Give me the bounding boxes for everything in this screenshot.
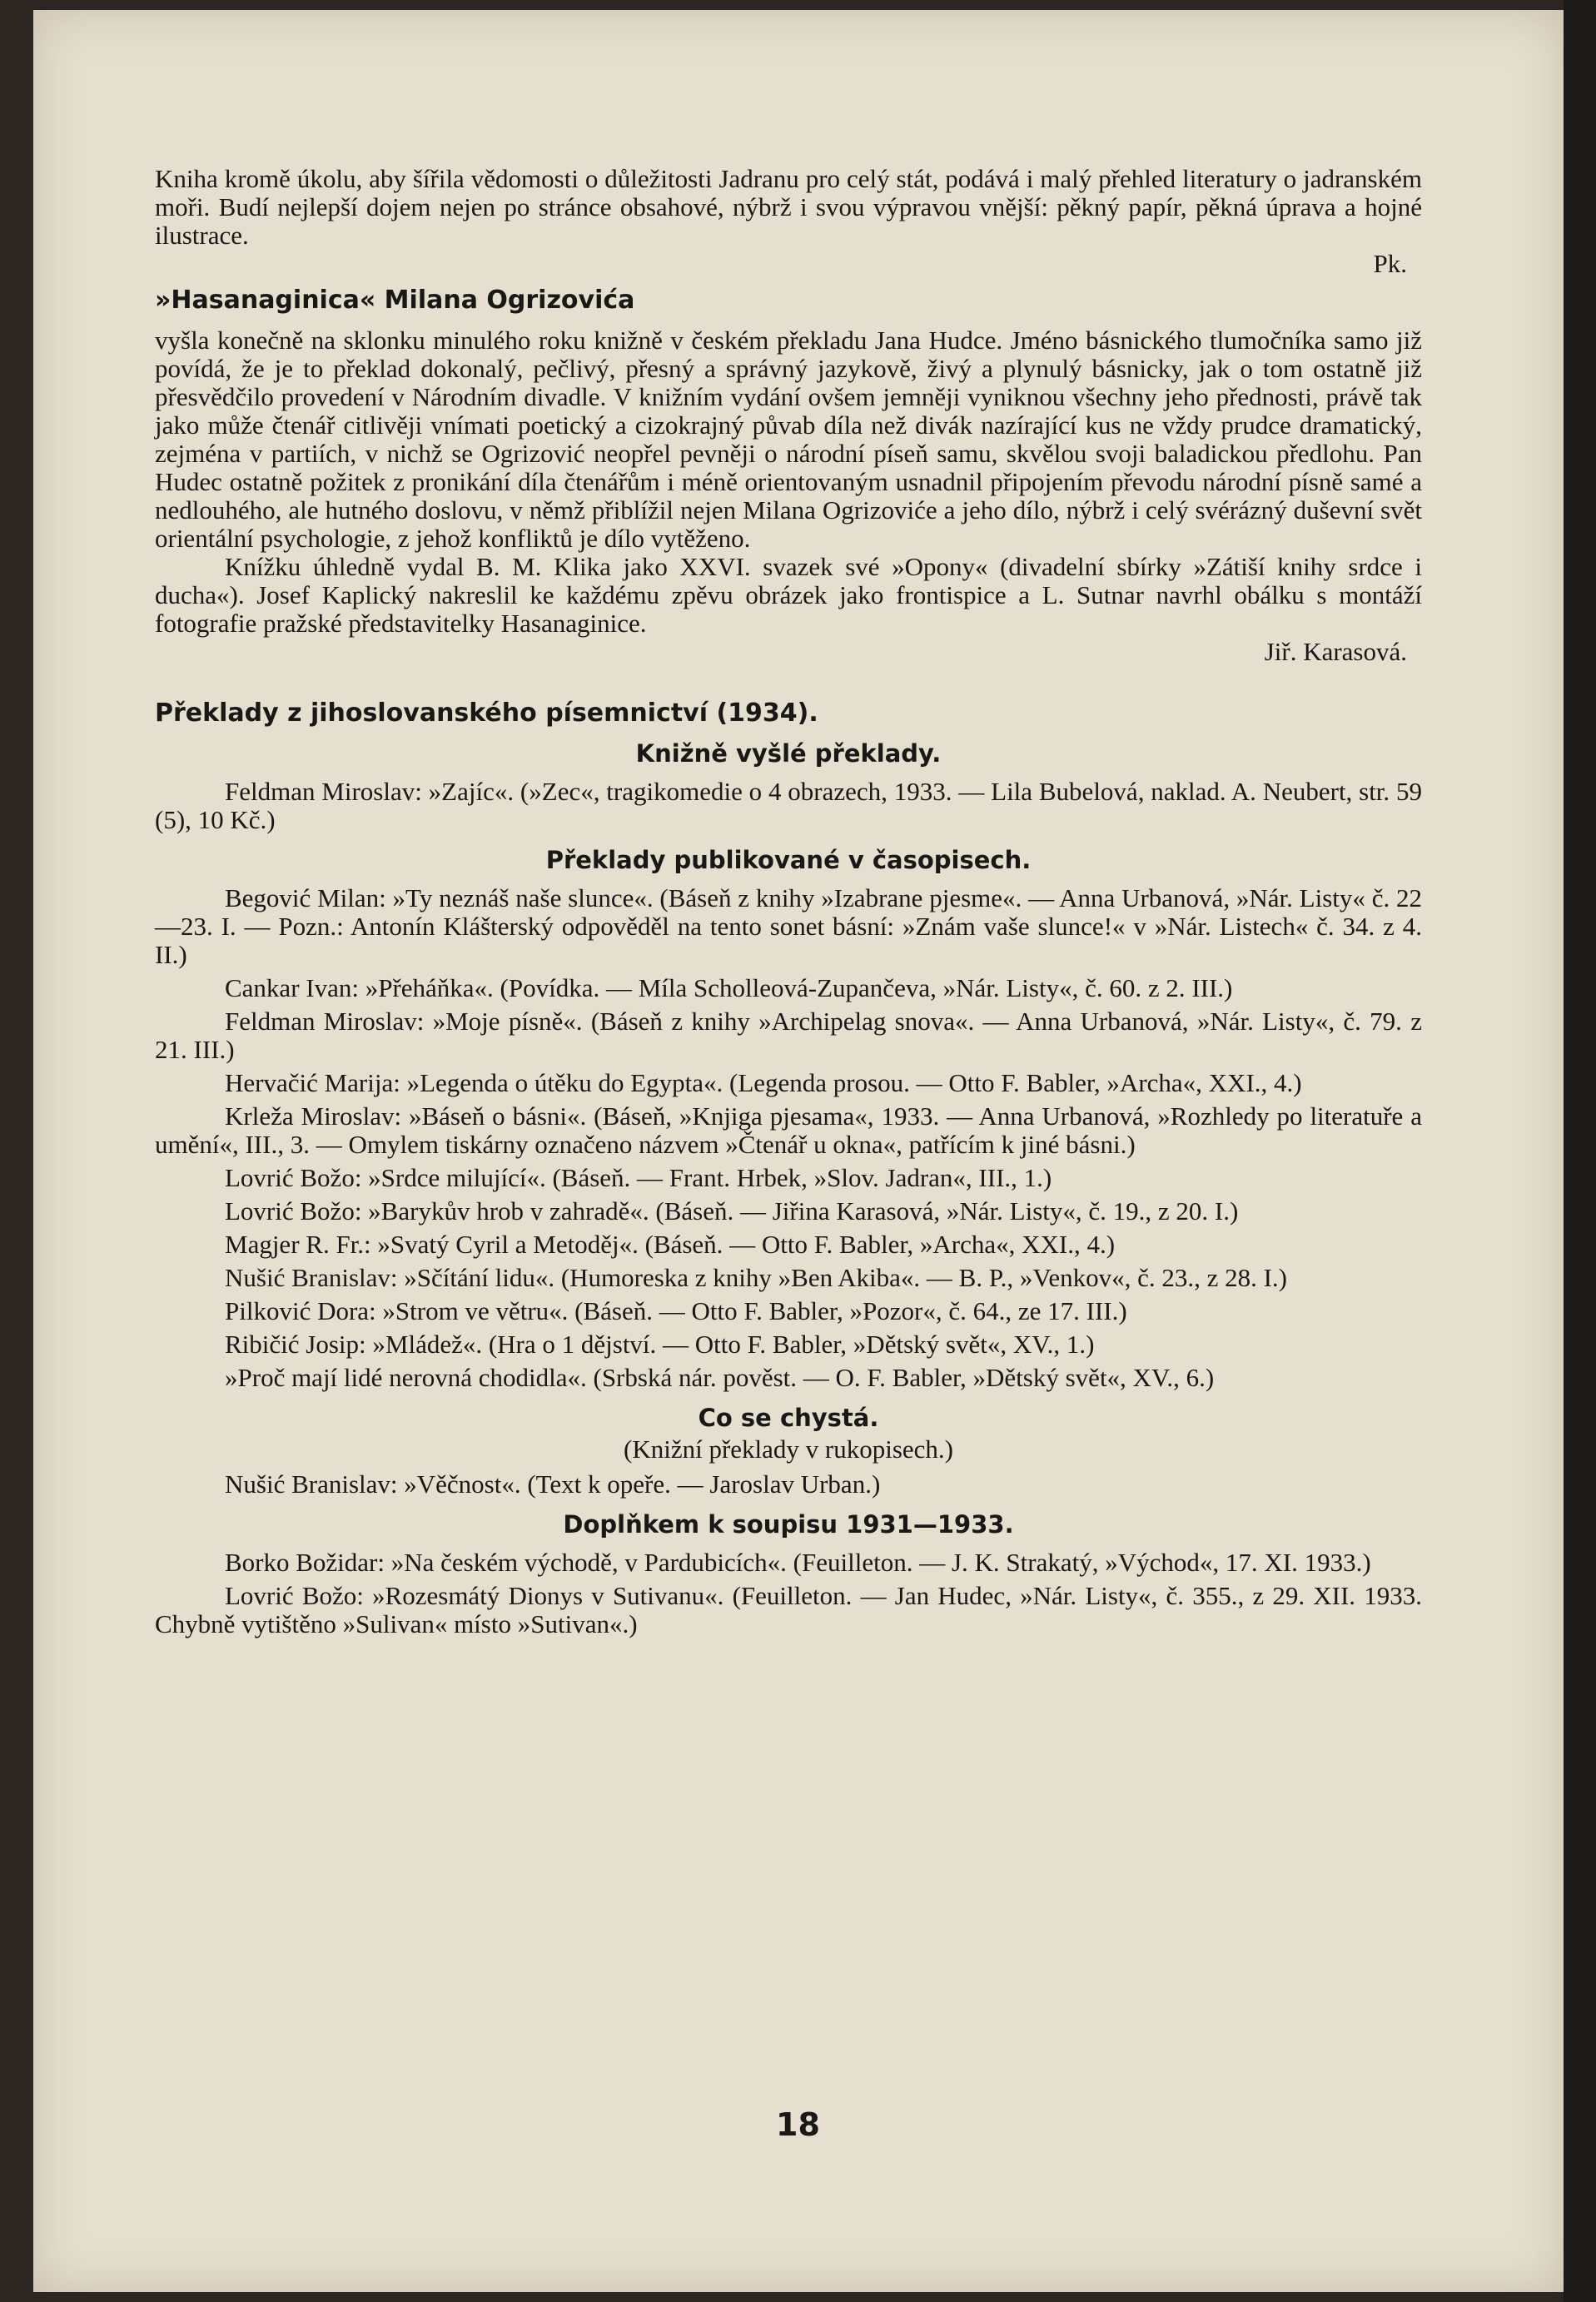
supplement-heading: Doplňkem k soupisu 1931—1933.	[563, 1510, 1014, 1539]
review-paragraph-2: Knížku úhledně vydal B. M. Klika jako XXVI. svazek své »Opony« (divadelní sbírky »Zátiší knihy srdce i ducha«). Josef Kaplický nakreslil ke každému zpěvu obrázek jako frontispice a L. Sutnar navrhl obálku s montáží fotografie pražské představitelky Hasanaginice.	[155, 552, 1422, 638]
list-item: Borko Božidar: »Na českém východě, v Pardubicích«. (Feuilleton. — J. K. Strakatý, »Východ«, 17. XI. 1933.)	[225, 1548, 1371, 1577]
list-item: Pilković Dora: »Strom ve větru«. (Báseň. — Otto F. Babler, »Pozor«, č. 64., ze 17. III.)	[225, 1296, 1127, 1325]
upcoming-subheading: (Knižní překlady v rukopisech.)	[624, 1434, 953, 1464]
review-paragraph-1: vyšla konečně na sklonku minulého roku knižně v českém překladu Jana Hudce. Jméno básnického tlumočníka samo již povídá, že je to překlad dokonalý, pečlivý, přesný a správný jazykově, živý a plynulý básnicky, jak o tom ostatně již přesvědčilo provedení v Národním divadle. V knižním vydání ovšem jemněji vyniknou všechny jeho přednosti, právě tak jako může čtenář citlivěji vnímati poetický a cizokrajný půvab díla než divák nazírající kus ne vždy prudce dramatický, zejména v partiích, v nichž se Ogrizović neopřel pevněji o národní píseň samu, skvělou svoji baladickou předlohu. Pan Hudec ostatně požitek z pronikání díla čtenářům i méně orientovaným usnadnil připojením převodu národní písně samé a nedlouhého, ale hutného doslovu, v němž přiblížil nejen Milana Ogrizoviće a jeho dílo, nýbrž i celý svérázný duševní svět orientální psychologie, z jehož konfliktů je dílo vytěženo.	[155, 326, 1422, 553]
list-item: Krleža Miroslav: »Báseň o básni«. (Báseň, »Knjiga pjesama«, 1933. — Anna Urbanová, »Rozhledy po literatuře a umění«, III., 3. — Omylem tiskárny označeno názvem »Čtenář u okna«, patřícím k jiné básni.)	[155, 1101, 1422, 1159]
upcoming-heading: Co se chystá.	[698, 1404, 879, 1432]
list-item: Cankar Ivan: »Přeháňka«. (Povídka. — Míla Scholleová-Zupančeva, »Nár. Listy«, č. 60. z 2. III.)	[225, 973, 1233, 1002]
list-item: Feldman Miroslav: »Zajíc«. (»Zec«, tragikomedie o 4 obrazech, 1933. — Lila Bubelová, naklad. A. Neubert, str. 59 (5), 10 Kč.)	[155, 777, 1422, 834]
periodicals-heading: Překlady publikované v časopisech.	[545, 846, 1032, 874]
review-heading: »Hasanaginica« Milana Ogrizovića	[155, 286, 635, 315]
list-item: Nušić Branislav: »Sčítání lidu«. (Humoreska z knihy »Ben Akiba«. — B. P., »Venkov«, č. 23., z 28. I.)	[225, 1263, 1288, 1292]
page-number: 18	[776, 2106, 820, 2143]
list-item: »Proč mají lidé nerovná chodidla«. (Srbská nár. pověst. — O. F. Babler, »Dětský svět«, XV., 6.)	[225, 1363, 1215, 1392]
intro-signature: Pk.	[1373, 249, 1407, 278]
list-item: Hervačić Marija: »Legenda o útěku do Egypta«. (Legenda prosou. — Otto F. Babler, »Archa«, XXI., 4.)	[225, 1068, 1302, 1097]
list-item: Lovrić Božo: »Srdce milující«. (Báseň. — Frant. Hrbek, »Slov. Jadran«, III., 1.)	[225, 1163, 1052, 1192]
scan-edge	[1564, 0, 1596, 2302]
list-item: Ribičić Josip: »Mládež«. (Hra o 1 dějství. — Otto F. Babler, »Dětský svět«, XV., 1.)	[225, 1330, 1095, 1359]
list-item: Begović Milan: »Ty neznáš naše slunce«. (Báseň z knihy »Izabrane pjesme«. — Anna Urbanová, »Nár. Listy« č. 22—23. I. — Pozn.: Antonín Klášterský odpověděl na tento sonet básní: »Znám vaše slunce!« v »Nár. Listech« č. 34. z 4. II.)	[155, 883, 1422, 969]
translations-heading: Překlady z jihoslovanského písemnictví (1934).	[155, 699, 818, 728]
review-signature: Jiř. Karasová.	[1264, 637, 1407, 666]
books-heading: Knižně vyšlé překlady.	[635, 739, 942, 768]
page-content	[155, 165, 1422, 1643]
list-item: Lovrić Božo: »Rozesmátý Dionys v Sutivanu«. (Feuilleton. — Jan Hudec, »Nár. Listy«, č. 355., z 29. XII. 1933. Chybně vytištěno »Sulivan« místo »Sutivan«.)	[155, 1581, 1422, 1638]
list-item: Nušić Branislav: »Věčnost«. (Text k opeře. — Jaroslav Urban.)	[225, 1469, 881, 1499]
intro-paragraph: Kniha kromě úkolu, aby šířila vědomosti o důležitosti Jadranu pro celý stát, podává i malý přehled literatury o jadranském moři. Budí nejlepší dojem nejen po stránce obsahové, nýbrž i svou výpravou vnější: pěkný papír, pěkná úprava a hojné ilustrace.	[155, 164, 1422, 250]
list-item: Magjer R. Fr.: »Svatý Cyril a Metoděj«. (Báseň. — Otto F. Babler, »Archa«, XXI., 4.)	[225, 1230, 1116, 1259]
list-item: Feldman Miroslav: »Moje písně«. (Báseň z knihy »Archipelag snova«. — Anna Urbanová, »Nár. Listy«, č. 79. z 21. III.)	[155, 1007, 1422, 1064]
list-item: Lovrić Božo: »Barykův hrob v zahradě«. (Báseň. — Jiřina Karasová, »Nár. Listy«, č. 19., z 20. I.)	[225, 1196, 1239, 1226]
